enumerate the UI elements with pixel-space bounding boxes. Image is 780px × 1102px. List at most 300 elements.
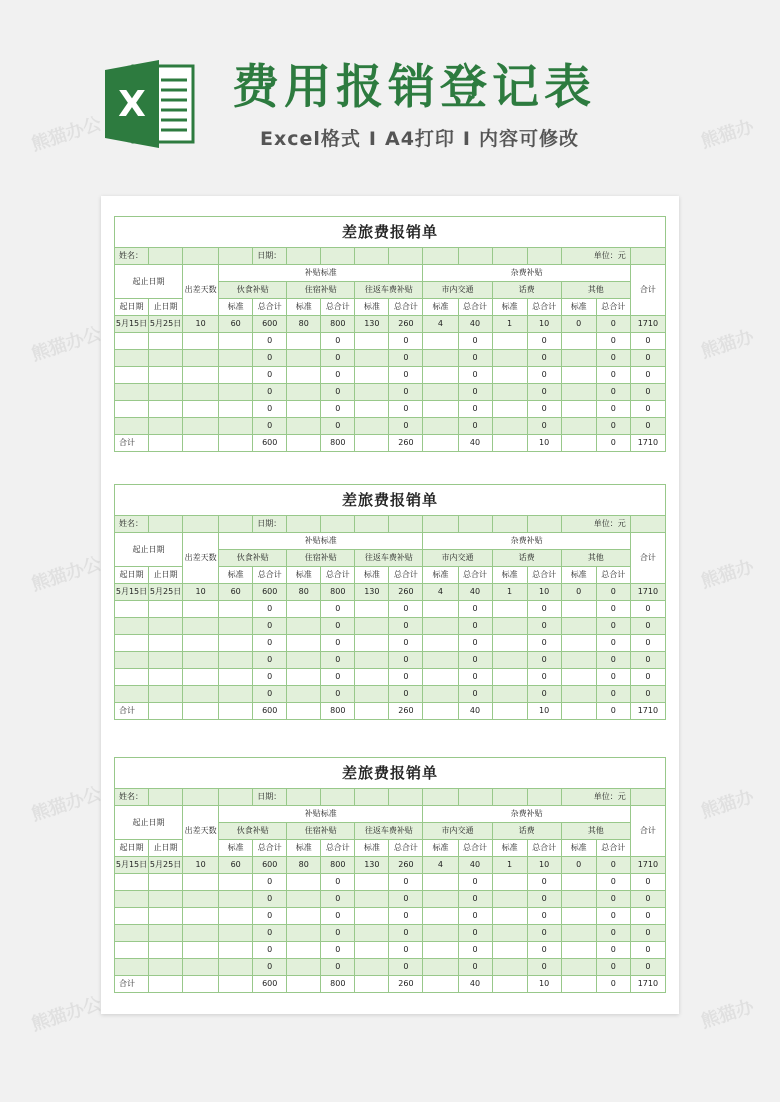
- cell[interactable]: [561, 959, 596, 976]
- cell[interactable]: 0: [253, 942, 287, 959]
- cell[interactable]: 40: [458, 316, 492, 333]
- cell[interactable]: [423, 891, 458, 908]
- cell[interactable]: [183, 350, 219, 367]
- cell[interactable]: 0: [458, 618, 492, 635]
- cell[interactable]: 0: [561, 316, 596, 333]
- cell[interactable]: 0: [389, 333, 423, 350]
- cell[interactable]: 0: [321, 618, 355, 635]
- cell[interactable]: 600: [253, 584, 287, 601]
- cell[interactable]: 5月15日: [115, 316, 149, 333]
- cell[interactable]: [183, 925, 219, 942]
- cell[interactable]: [423, 601, 458, 618]
- cell[interactable]: 10: [527, 857, 561, 874]
- cell[interactable]: [183, 367, 219, 384]
- cell[interactable]: [149, 959, 183, 976]
- cell[interactable]: 0: [630, 669, 665, 686]
- cell[interactable]: 0: [321, 874, 355, 891]
- cell[interactable]: [492, 959, 527, 976]
- cell[interactable]: 0: [253, 686, 287, 703]
- cell[interactable]: [287, 959, 321, 976]
- cell[interactable]: 0: [321, 367, 355, 384]
- cell[interactable]: [492, 401, 527, 418]
- cell[interactable]: [492, 908, 527, 925]
- cell[interactable]: [183, 908, 219, 925]
- cell[interactable]: 0: [630, 618, 665, 635]
- cell[interactable]: 0: [389, 669, 423, 686]
- cell[interactable]: [423, 925, 458, 942]
- cell[interactable]: [287, 384, 321, 401]
- cell[interactable]: [561, 401, 596, 418]
- cell[interactable]: [115, 959, 149, 976]
- cell[interactable]: [423, 618, 458, 635]
- cell[interactable]: 0: [596, 401, 630, 418]
- cell[interactable]: [183, 401, 219, 418]
- cell[interactable]: 0: [630, 384, 665, 401]
- cell[interactable]: [355, 686, 389, 703]
- cell[interactable]: 0: [527, 618, 561, 635]
- cell[interactable]: 60: [219, 584, 253, 601]
- cell[interactable]: 0: [527, 350, 561, 367]
- cell[interactable]: [219, 384, 253, 401]
- cell[interactable]: [149, 384, 183, 401]
- cell[interactable]: [219, 874, 253, 891]
- cell[interactable]: [149, 635, 183, 652]
- cell[interactable]: [423, 367, 458, 384]
- cell[interactable]: [287, 908, 321, 925]
- cell[interactable]: [183, 891, 219, 908]
- cell[interactable]: [149, 367, 183, 384]
- date-value[interactable]: [287, 516, 321, 533]
- cell[interactable]: 10: [527, 584, 561, 601]
- cell[interactable]: [492, 350, 527, 367]
- cell[interactable]: [355, 635, 389, 652]
- cell[interactable]: 40: [458, 857, 492, 874]
- cell[interactable]: 0: [596, 669, 630, 686]
- cell[interactable]: [149, 350, 183, 367]
- cell[interactable]: 0: [458, 891, 492, 908]
- cell[interactable]: 1710: [630, 857, 665, 874]
- cell[interactable]: [561, 669, 596, 686]
- cell[interactable]: 40: [458, 584, 492, 601]
- cell[interactable]: 0: [458, 635, 492, 652]
- cell[interactable]: [115, 891, 149, 908]
- cell[interactable]: [561, 601, 596, 618]
- cell[interactable]: [355, 959, 389, 976]
- cell[interactable]: [287, 925, 321, 942]
- cell[interactable]: [287, 418, 321, 435]
- cell[interactable]: 0: [458, 908, 492, 925]
- cell[interactable]: 0: [321, 686, 355, 703]
- cell[interactable]: 0: [596, 367, 630, 384]
- cell[interactable]: 1710: [630, 584, 665, 601]
- cell[interactable]: 0: [527, 401, 561, 418]
- cell[interactable]: 0: [527, 652, 561, 669]
- cell[interactable]: [355, 601, 389, 618]
- cell[interactable]: [355, 874, 389, 891]
- cell[interactable]: 800: [321, 316, 355, 333]
- cell[interactable]: [423, 942, 458, 959]
- cell[interactable]: 0: [253, 925, 287, 942]
- cell[interactable]: [423, 384, 458, 401]
- cell[interactable]: [492, 874, 527, 891]
- cell[interactable]: 0: [630, 367, 665, 384]
- cell[interactable]: 0: [630, 418, 665, 435]
- cell[interactable]: [115, 908, 149, 925]
- cell[interactable]: 0: [389, 350, 423, 367]
- cell[interactable]: 600: [253, 316, 287, 333]
- cell[interactable]: [183, 635, 219, 652]
- cell[interactable]: [287, 601, 321, 618]
- cell[interactable]: [115, 618, 149, 635]
- cell[interactable]: 0: [596, 908, 630, 925]
- cell[interactable]: 0: [458, 959, 492, 976]
- cell[interactable]: 0: [527, 959, 561, 976]
- cell[interactable]: 0: [630, 891, 665, 908]
- cell[interactable]: 0: [596, 874, 630, 891]
- cell[interactable]: [183, 942, 219, 959]
- cell[interactable]: [561, 891, 596, 908]
- cell[interactable]: 0: [630, 401, 665, 418]
- cell[interactable]: [115, 601, 149, 618]
- cell[interactable]: 0: [321, 401, 355, 418]
- cell[interactable]: 0: [596, 384, 630, 401]
- cell[interactable]: 0: [596, 333, 630, 350]
- cell[interactable]: [115, 669, 149, 686]
- cell[interactable]: 0: [630, 350, 665, 367]
- cell[interactable]: 0: [458, 942, 492, 959]
- cell[interactable]: [561, 367, 596, 384]
- cell[interactable]: [287, 652, 321, 669]
- cell[interactable]: 0: [389, 384, 423, 401]
- cell[interactable]: [423, 686, 458, 703]
- cell[interactable]: [492, 333, 527, 350]
- cell[interactable]: 80: [287, 316, 321, 333]
- cell[interactable]: [423, 959, 458, 976]
- cell[interactable]: [561, 418, 596, 435]
- cell[interactable]: [492, 618, 527, 635]
- cell[interactable]: [219, 350, 253, 367]
- cell[interactable]: [287, 942, 321, 959]
- cell[interactable]: [219, 908, 253, 925]
- cell[interactable]: [355, 908, 389, 925]
- cell[interactable]: [492, 635, 527, 652]
- cell[interactable]: 0: [630, 601, 665, 618]
- cell[interactable]: 0: [527, 908, 561, 925]
- cell[interactable]: [183, 418, 219, 435]
- cell[interactable]: 0: [389, 635, 423, 652]
- cell[interactable]: 0: [253, 891, 287, 908]
- cell[interactable]: 0: [389, 925, 423, 942]
- cell[interactable]: 10: [183, 316, 219, 333]
- cell[interactable]: 0: [527, 686, 561, 703]
- cell[interactable]: [219, 635, 253, 652]
- cell[interactable]: [287, 686, 321, 703]
- cell[interactable]: 0: [630, 874, 665, 891]
- cell[interactable]: 0: [527, 367, 561, 384]
- cell[interactable]: 0: [389, 601, 423, 618]
- cell[interactable]: [287, 891, 321, 908]
- cell[interactable]: [115, 925, 149, 942]
- cell[interactable]: 260: [389, 857, 423, 874]
- cell[interactable]: [561, 333, 596, 350]
- cell[interactable]: 260: [389, 584, 423, 601]
- cell[interactable]: [561, 635, 596, 652]
- cell[interactable]: 0: [389, 418, 423, 435]
- cell[interactable]: 0: [458, 384, 492, 401]
- cell[interactable]: 0: [527, 601, 561, 618]
- name-value[interactable]: [149, 248, 183, 265]
- cell[interactable]: [561, 384, 596, 401]
- cell[interactable]: [423, 874, 458, 891]
- name-value[interactable]: [149, 516, 183, 533]
- cell[interactable]: [287, 669, 321, 686]
- cell[interactable]: 5月25日: [149, 584, 183, 601]
- cell[interactable]: [219, 652, 253, 669]
- cell[interactable]: 0: [253, 652, 287, 669]
- cell[interactable]: 0: [321, 601, 355, 618]
- cell[interactable]: [149, 652, 183, 669]
- cell[interactable]: [355, 350, 389, 367]
- cell[interactable]: 4: [423, 584, 458, 601]
- cell[interactable]: [355, 618, 389, 635]
- cell[interactable]: [219, 686, 253, 703]
- cell[interactable]: 0: [458, 350, 492, 367]
- cell[interactable]: [355, 652, 389, 669]
- cell[interactable]: 0: [630, 333, 665, 350]
- cell[interactable]: 0: [596, 686, 630, 703]
- cell[interactable]: [423, 669, 458, 686]
- cell[interactable]: [149, 401, 183, 418]
- cell[interactable]: [287, 367, 321, 384]
- cell[interactable]: 0: [321, 669, 355, 686]
- cell[interactable]: [492, 418, 527, 435]
- cell[interactable]: [355, 418, 389, 435]
- cell[interactable]: [149, 601, 183, 618]
- cell[interactable]: [355, 942, 389, 959]
- cell[interactable]: 0: [527, 669, 561, 686]
- cell[interactable]: [149, 874, 183, 891]
- cell[interactable]: [287, 350, 321, 367]
- cell[interactable]: 0: [527, 418, 561, 435]
- cell[interactable]: 4: [423, 857, 458, 874]
- cell[interactable]: 80: [287, 857, 321, 874]
- cell[interactable]: [561, 652, 596, 669]
- cell[interactable]: 60: [219, 316, 253, 333]
- cell[interactable]: [219, 333, 253, 350]
- cell[interactable]: 0: [389, 874, 423, 891]
- cell[interactable]: 0: [458, 401, 492, 418]
- cell[interactable]: [492, 891, 527, 908]
- cell[interactable]: 0: [630, 908, 665, 925]
- cell[interactable]: 0: [389, 942, 423, 959]
- cell[interactable]: 0: [596, 418, 630, 435]
- cell[interactable]: 0: [596, 618, 630, 635]
- cell[interactable]: [561, 925, 596, 942]
- cell[interactable]: 5月25日: [149, 857, 183, 874]
- cell[interactable]: [149, 686, 183, 703]
- cell[interactable]: [149, 908, 183, 925]
- cell[interactable]: [183, 652, 219, 669]
- cell[interactable]: [149, 418, 183, 435]
- cell[interactable]: 0: [321, 652, 355, 669]
- cell[interactable]: 0: [596, 350, 630, 367]
- cell[interactable]: [492, 925, 527, 942]
- cell[interactable]: [219, 618, 253, 635]
- cell[interactable]: [561, 874, 596, 891]
- cell[interactable]: 0: [527, 384, 561, 401]
- cell[interactable]: [355, 384, 389, 401]
- cell[interactable]: 0: [458, 669, 492, 686]
- cell[interactable]: [492, 686, 527, 703]
- cell[interactable]: [287, 874, 321, 891]
- cell[interactable]: 0: [253, 384, 287, 401]
- cell[interactable]: 0: [527, 891, 561, 908]
- cell[interactable]: 0: [389, 618, 423, 635]
- cell[interactable]: 0: [321, 418, 355, 435]
- cell[interactable]: 800: [321, 584, 355, 601]
- cell[interactable]: 0: [253, 333, 287, 350]
- cell[interactable]: 0: [321, 384, 355, 401]
- cell[interactable]: 0: [389, 367, 423, 384]
- cell[interactable]: [183, 669, 219, 686]
- cell[interactable]: [219, 601, 253, 618]
- cell[interactable]: 0: [253, 418, 287, 435]
- cell[interactable]: [219, 418, 253, 435]
- cell[interactable]: [423, 401, 458, 418]
- cell[interactable]: 600: [253, 857, 287, 874]
- cell[interactable]: [183, 959, 219, 976]
- cell[interactable]: [355, 367, 389, 384]
- cell[interactable]: [561, 350, 596, 367]
- cell[interactable]: 0: [458, 874, 492, 891]
- date-value[interactable]: [287, 248, 321, 265]
- cell[interactable]: [219, 401, 253, 418]
- cell[interactable]: 80: [287, 584, 321, 601]
- cell[interactable]: [561, 908, 596, 925]
- cell[interactable]: 1: [492, 584, 527, 601]
- cell[interactable]: 0: [321, 908, 355, 925]
- cell[interactable]: 0: [596, 316, 630, 333]
- cell[interactable]: 0: [630, 942, 665, 959]
- cell[interactable]: 0: [321, 891, 355, 908]
- cell[interactable]: 0: [527, 942, 561, 959]
- cell[interactable]: [219, 367, 253, 384]
- cell[interactable]: [183, 333, 219, 350]
- cell[interactable]: [355, 925, 389, 942]
- cell[interactable]: 800: [321, 857, 355, 874]
- cell[interactable]: 0: [253, 908, 287, 925]
- cell[interactable]: [561, 618, 596, 635]
- cell[interactable]: 0: [596, 925, 630, 942]
- cell[interactable]: 0: [389, 401, 423, 418]
- cell[interactable]: [115, 686, 149, 703]
- cell[interactable]: 130: [355, 584, 389, 601]
- cell[interactable]: [561, 942, 596, 959]
- cell[interactable]: 0: [253, 401, 287, 418]
- cell[interactable]: 0: [253, 367, 287, 384]
- cell[interactable]: [287, 635, 321, 652]
- cell[interactable]: 0: [253, 669, 287, 686]
- cell[interactable]: [219, 959, 253, 976]
- cell[interactable]: 0: [527, 635, 561, 652]
- cell[interactable]: 1: [492, 316, 527, 333]
- cell[interactable]: 0: [630, 652, 665, 669]
- cell[interactable]: [115, 874, 149, 891]
- cell[interactable]: [492, 652, 527, 669]
- cell[interactable]: 1710: [630, 316, 665, 333]
- cell[interactable]: [149, 925, 183, 942]
- cell[interactable]: [561, 686, 596, 703]
- cell[interactable]: 0: [596, 857, 630, 874]
- cell[interactable]: [492, 384, 527, 401]
- cell[interactable]: 130: [355, 316, 389, 333]
- cell[interactable]: 0: [389, 891, 423, 908]
- cell[interactable]: 0: [527, 874, 561, 891]
- cell[interactable]: 0: [321, 350, 355, 367]
- cell[interactable]: 10: [527, 316, 561, 333]
- cell[interactable]: [183, 686, 219, 703]
- cell[interactable]: [115, 635, 149, 652]
- cell[interactable]: 130: [355, 857, 389, 874]
- cell[interactable]: [115, 384, 149, 401]
- cell[interactable]: 0: [321, 333, 355, 350]
- cell[interactable]: [492, 669, 527, 686]
- cell[interactable]: 0: [458, 601, 492, 618]
- cell[interactable]: [149, 891, 183, 908]
- cell[interactable]: [149, 333, 183, 350]
- cell[interactable]: [423, 418, 458, 435]
- cell[interactable]: 10: [183, 857, 219, 874]
- cell[interactable]: 0: [596, 635, 630, 652]
- cell[interactable]: [183, 874, 219, 891]
- cell[interactable]: [115, 652, 149, 669]
- cell[interactable]: 0: [596, 959, 630, 976]
- cell[interactable]: [492, 367, 527, 384]
- cell[interactable]: [287, 618, 321, 635]
- cell[interactable]: [219, 891, 253, 908]
- cell[interactable]: [149, 942, 183, 959]
- cell[interactable]: 5月15日: [115, 584, 149, 601]
- cell[interactable]: [183, 618, 219, 635]
- cell[interactable]: [149, 618, 183, 635]
- cell[interactable]: 0: [458, 652, 492, 669]
- cell[interactable]: [115, 367, 149, 384]
- cell[interactable]: [219, 669, 253, 686]
- cell[interactable]: 5月15日: [115, 857, 149, 874]
- cell[interactable]: 0: [596, 584, 630, 601]
- cell[interactable]: 0: [561, 857, 596, 874]
- cell[interactable]: 60: [219, 857, 253, 874]
- cell[interactable]: [355, 401, 389, 418]
- cell[interactable]: 4: [423, 316, 458, 333]
- cell[interactable]: 0: [458, 367, 492, 384]
- cell[interactable]: [183, 384, 219, 401]
- cell[interactable]: [219, 925, 253, 942]
- cell[interactable]: [355, 669, 389, 686]
- cell[interactable]: 0: [253, 874, 287, 891]
- cell[interactable]: 0: [389, 959, 423, 976]
- cell[interactable]: [115, 333, 149, 350]
- cell[interactable]: [355, 333, 389, 350]
- cell[interactable]: 0: [527, 333, 561, 350]
- cell[interactable]: [423, 350, 458, 367]
- cell[interactable]: 0: [253, 959, 287, 976]
- cell[interactable]: [115, 942, 149, 959]
- cell[interactable]: 0: [321, 959, 355, 976]
- cell[interactable]: 10: [183, 584, 219, 601]
- cell[interactable]: 0: [253, 618, 287, 635]
- cell[interactable]: 1: [492, 857, 527, 874]
